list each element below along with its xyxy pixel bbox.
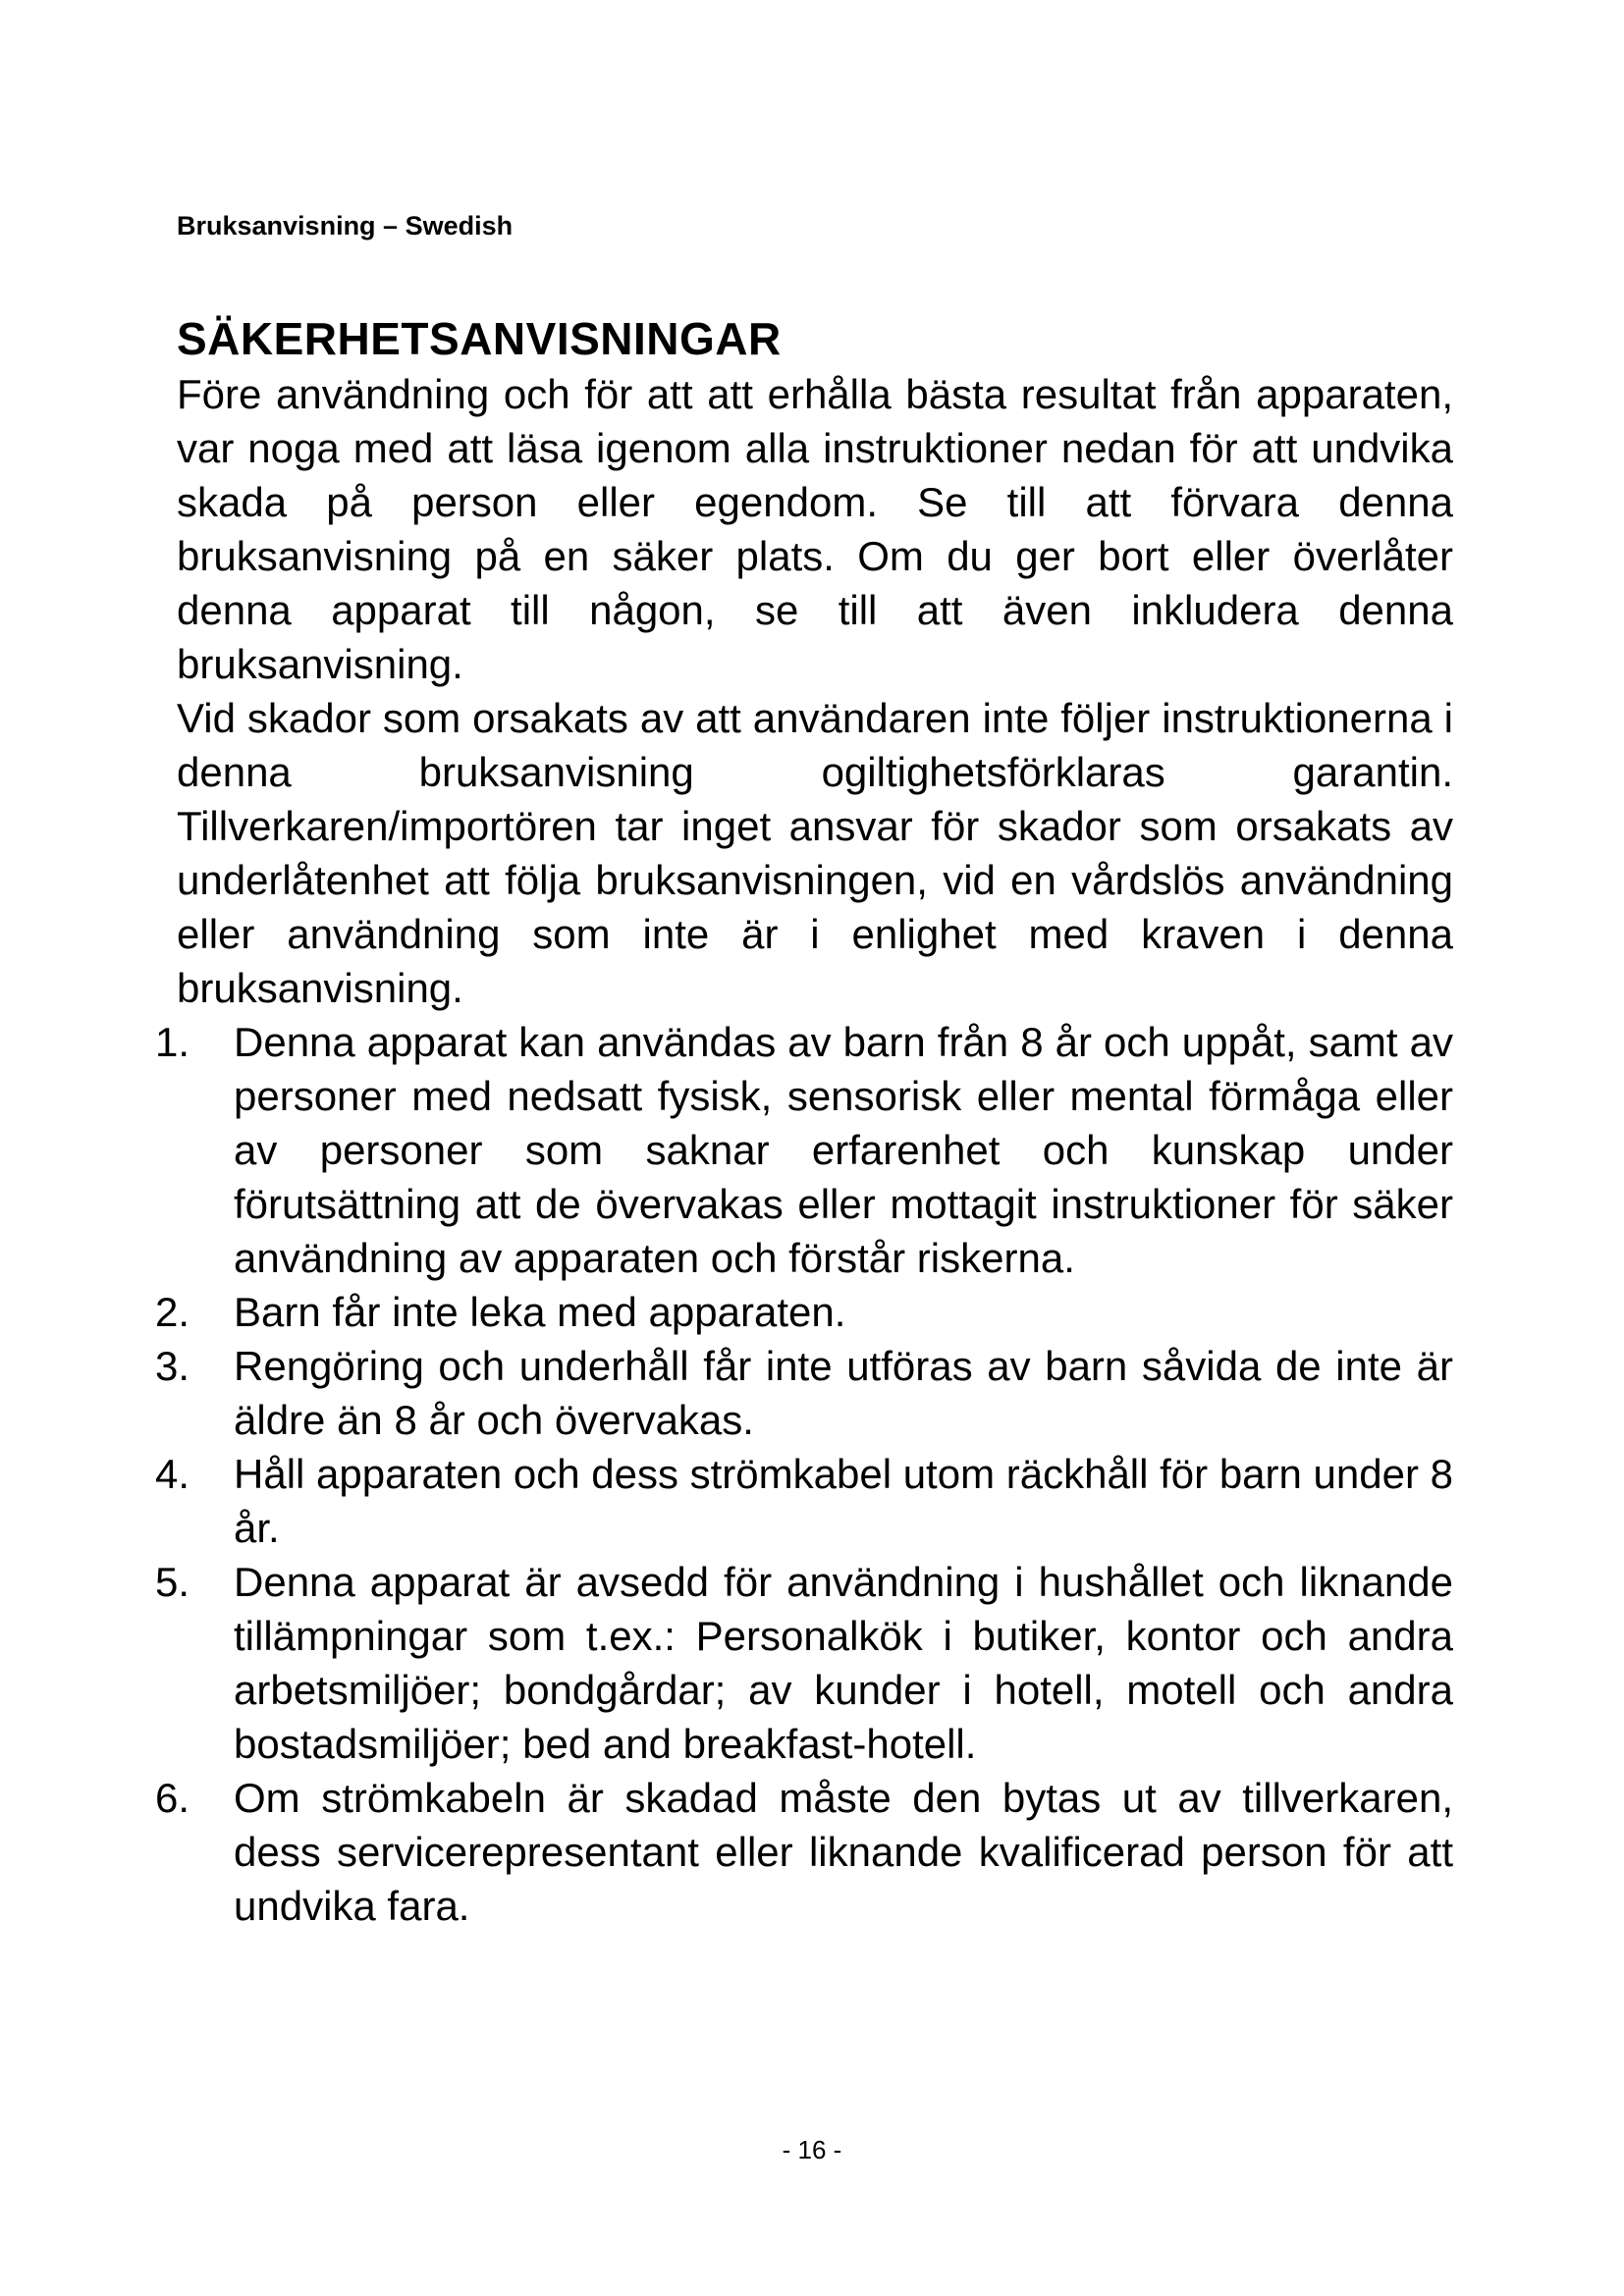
- warranty-paragraph: Vid skador som orsakats av att användaren inte följer instruktionerna i denna bruksanvisning ogiltighetsförklaras garantin. Tillverkaren/importören tar inget ansvar för skador som orsakats av underlåtenhet att följa bruksanvisningen, vid en vårdslös användning eller användning som inte är i enlighet med kraven i denna bruksanvisning.: [177, 695, 1453, 1011]
- safety-section: [155, 310, 1453, 1933]
- list-item-number: 3.: [155, 1343, 190, 1389]
- list-item-text: Denna apparat kan användas av barn från 8 år och uppåt, samt av personer med nedsatt fysisk, sensorisk eller mental förmåga eller av personer som saknar erfarenhet och kunskap under förutsättning att de övervakas eller mottagit instruktioner för säker användning av apparaten och förstår riskerna.: [234, 1019, 1453, 1281]
- list-item-number: 6.: [155, 1775, 190, 1821]
- list-item-text: Om strömkabeln är skadad måste den bytas ut av tillverkaren, dess servicerepresentant eller liknande kvalificerad person för att undvika fara.: [234, 1775, 1453, 1929]
- list-item: [155, 1339, 1453, 1447]
- document-header: Bruksanvisning – Swedish: [177, 211, 514, 240]
- page-number: - 16 -: [782, 2135, 842, 2164]
- list-item: [155, 1285, 1453, 1339]
- list-item-text: Håll apparaten och dess strömkabel utom räckhåll för barn under 8 år.: [234, 1451, 1453, 1551]
- list-item-text: Denna apparat är avsedd för användning i hushållet och liknande tillämpningar som t.ex.: Personalkök i butiker, kontor och andra arbetsmiljöer; bondgårdar; av kunder i hotell, motell och andra bostadsmiljöer; bed and breakfast-hotell.: [234, 1559, 1453, 1767]
- list-item-number: 5.: [155, 1559, 190, 1605]
- list-item: [155, 1447, 1453, 1555]
- list-item-text: Barn får inte leka med apparaten.: [234, 1289, 846, 1335]
- list-item: [155, 1771, 1453, 1933]
- list-item-number: 4.: [155, 1451, 190, 1497]
- safety-list: [155, 1015, 1453, 1933]
- list-item-text: Rengöring och underhåll får inte utföras av barn såvida de inte är äldre än 8 år och övervakas.: [234, 1343, 1453, 1443]
- intro-paragraph: Före användning och för att att erhålla bästa resultat från apparaten, var noga med att läsa igenom alla instruktioner nedan för att undvika skada på person eller egendom. Se till att förvara denna bruksanvisning på en säker plats. Om du ger bort eller överlåter denna apparat till någon, se till att även inkludera denna bruksanvisning.: [177, 371, 1453, 687]
- list-item-number: 1.: [155, 1019, 190, 1065]
- list-item-number: 2.: [155, 1289, 190, 1335]
- section-title: SÄKERHETSANVISNINGAR: [177, 313, 782, 364]
- list-item: [155, 1555, 1453, 1771]
- list-item: [155, 1015, 1453, 1285]
